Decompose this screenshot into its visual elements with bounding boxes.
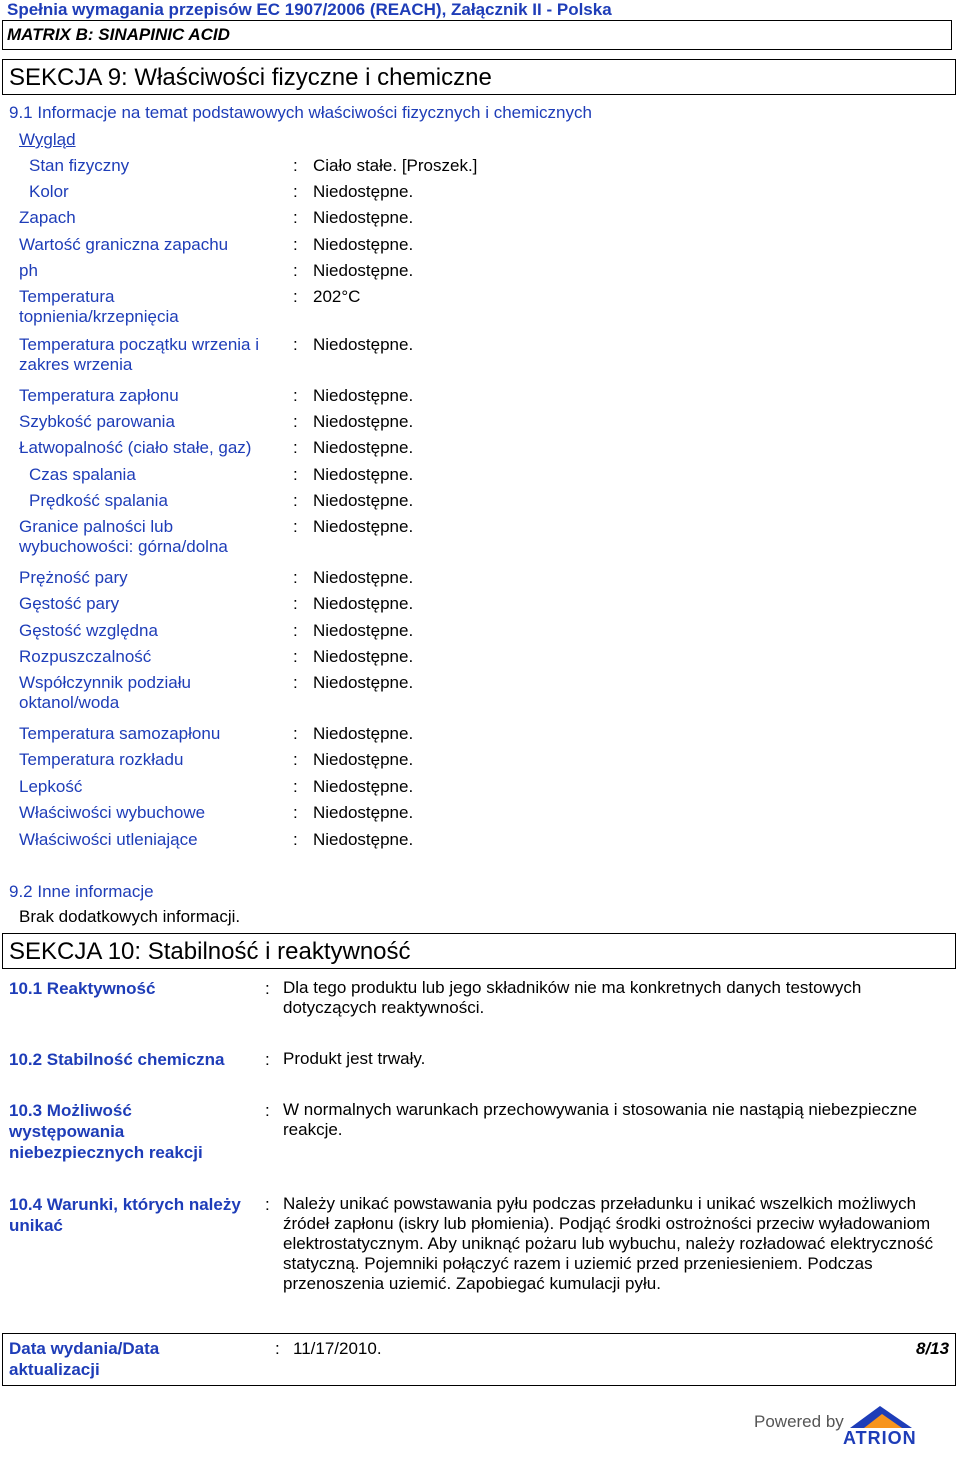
prop-value: Niedostępne. [313, 412, 414, 431]
prop-label: Rozpuszczalność [19, 647, 152, 666]
prop-value: Niedostępne. [313, 438, 414, 457]
prop-label: Zapach [19, 208, 76, 227]
section9-1-heading: 9.1 Informacje na temat podstawowych właściwości fizycznych i chemicznych [9, 103, 592, 122]
prop-label: Temperatura samozapłonu [19, 724, 221, 743]
prop-value: Niedostępne. [313, 335, 414, 354]
prop-label: Szybkość parowania [19, 412, 175, 431]
prop-value: Niedostępne. [313, 261, 414, 280]
colon-separator: : [293, 594, 298, 613]
prop-label: Granice palności lub wybuchowości: górna/dolna [19, 517, 228, 556]
prop-value: Ciało stałe. [Proszek.] [313, 156, 478, 175]
colon-separator: : [265, 1195, 270, 1214]
prop-value: Niedostępne. [313, 517, 414, 536]
colon-separator: : [293, 517, 298, 536]
prop-label: Prędkość spalania [29, 491, 168, 510]
appearance-heading: Wygląd [19, 130, 76, 149]
colon-separator: : [293, 830, 298, 849]
prop-label: Gęstość względna [19, 621, 158, 640]
colon-separator: : [293, 491, 298, 510]
prop-value: Niedostępne. [313, 750, 414, 769]
colon-separator: : [293, 235, 298, 254]
prop-value: Niedostępne. [313, 621, 414, 640]
colon-separator: : [293, 465, 298, 484]
conditions-to-avoid-value: Należy unikać powstawania pyłu podczas przeładunku i unikać wszelkich możliwych źródeł zapłonu (iskry lub płomienia). Podjąć środki ostrożności przeciw wyładowaniom elektrostatycznym. Aby uniknąć pożaru lub wybuchu, należy rozładować elektryczność statyczną. Pojemniki połączyć razem i uziemić przed przeniesieniem. Podczas przenoszenia uziemić. Zapobiegać kumulacji pyłu. [283, 1194, 934, 1293]
colon-separator: : [293, 208, 298, 227]
issue-date-value: 11/17/2010. [293, 1339, 382, 1358]
prop-label: Czas spalania [29, 465, 136, 484]
stability-label: 10.2 Stabilność chemiczna [9, 1050, 225, 1069]
colon-separator: : [293, 156, 298, 175]
prop-value: Niedostępne. [313, 830, 414, 849]
colon-separator: : [293, 803, 298, 822]
section9-title: SEKCJA 9: Właściwości fizyczne i chemiczne [9, 64, 492, 91]
prop-label: Stan fizyczny [29, 156, 130, 175]
prop-label: Łatwopalność (ciało stałe, gaz) [19, 438, 252, 457]
prop-label: Lepkość [19, 777, 83, 796]
prop-value: Niedostępne. [313, 803, 414, 822]
colon-separator: : [293, 438, 298, 457]
hazardous-reactions-value: W normalnych warunkach przechowywania i stosowania nie nastąpią niebezpieczne reakcje. [283, 1100, 918, 1139]
prop-value: Niedostępne. [313, 491, 414, 510]
prop-label: Temperatura rozkładu [19, 750, 184, 769]
prop-label: Kolor [29, 182, 69, 201]
colon-separator: : [293, 182, 298, 201]
prop-value: Niedostępne. [313, 182, 414, 201]
prop-value: Niedostępne. [313, 208, 414, 227]
colon-separator: : [293, 750, 298, 769]
atrion-logo-icon [842, 1400, 954, 1430]
colon-separator: : [293, 724, 298, 743]
hazardous-reactions-label: 10.3 Możliwość występowania niebezpiecznych reakcji [9, 1101, 203, 1162]
colon-separator: : [265, 979, 270, 998]
prop-value: Niedostępne. [313, 673, 414, 692]
prop-value: Niedostępne. [313, 647, 414, 666]
prop-label: Gęstość pary [19, 594, 120, 613]
page-number: 8/13 [916, 1339, 950, 1358]
colon-separator: : [293, 647, 298, 666]
section9-2-heading: 9.2 Inne informacje [9, 882, 154, 901]
regulation-header: Spełnia wymagania przepisów EC 1907/2006 (REACH), Załącznik II - Polska [7, 0, 612, 19]
section10-title: SEKCJA 10: Stabilność i reaktywność [9, 938, 411, 965]
atrion-logo-text: ATRION [843, 1428, 917, 1448]
colon-separator: : [293, 777, 298, 796]
colon-separator: : [293, 673, 298, 692]
colon-separator: : [293, 335, 298, 354]
reactivity-value: Dla tego produktu lub jego składników nie ma konkretnych danych testowych dotyczących reaktywności. [283, 978, 862, 1017]
prop-value: Niedostępne. [313, 568, 414, 587]
other-info-text: Brak dodatkowych informacji. [19, 907, 241, 926]
prop-label: Temperatura zapłonu [19, 386, 179, 405]
prop-value: Niedostępne. [313, 386, 414, 405]
stability-value: Produkt jest trwały. [283, 1049, 426, 1068]
colon-separator: : [293, 568, 298, 587]
prop-label: ph [19, 261, 38, 280]
colon-separator: : [293, 386, 298, 405]
prop-value: Niedostępne. [313, 465, 414, 484]
product-name: MATRIX B: SINAPINIC ACID [7, 25, 230, 44]
prop-label: Prężność pary [19, 568, 128, 587]
powered-by-text: Powered by [754, 1412, 844, 1431]
prop-value: Niedostępne. [313, 235, 414, 254]
prop-label: Temperatura topnienia/krzepnięcia [19, 287, 179, 326]
colon-separator: : [293, 287, 298, 306]
prop-label: Właściwości utleniające [19, 830, 198, 849]
prop-value: Niedostępne. [313, 594, 414, 613]
colon-separator: : [275, 1339, 280, 1358]
prop-label: Temperatura początku wrzenia i zakres wrzenia [19, 335, 260, 374]
reactivity-label: 10.1 Reaktywność [9, 979, 156, 998]
colon-separator: : [265, 1101, 270, 1120]
colon-separator: : [265, 1050, 270, 1069]
prop-label: Wartość graniczna zapachu [19, 235, 229, 254]
colon-separator: : [293, 621, 298, 640]
colon-separator: : [293, 412, 298, 431]
conditions-to-avoid-label: 10.4 Warunki, których należy unikać [9, 1195, 241, 1235]
issue-date-label: Data wydania/Data aktualizacji [9, 1339, 160, 1379]
prop-label: Właściwości wybuchowe [19, 803, 206, 822]
colon-separator: : [293, 261, 298, 280]
prop-value: Niedostępne. [313, 777, 414, 796]
prop-value: 202°C [313, 287, 361, 306]
prop-label: Współczynnik podziału oktanol/woda [19, 673, 191, 712]
prop-value: Niedostępne. [313, 724, 414, 743]
